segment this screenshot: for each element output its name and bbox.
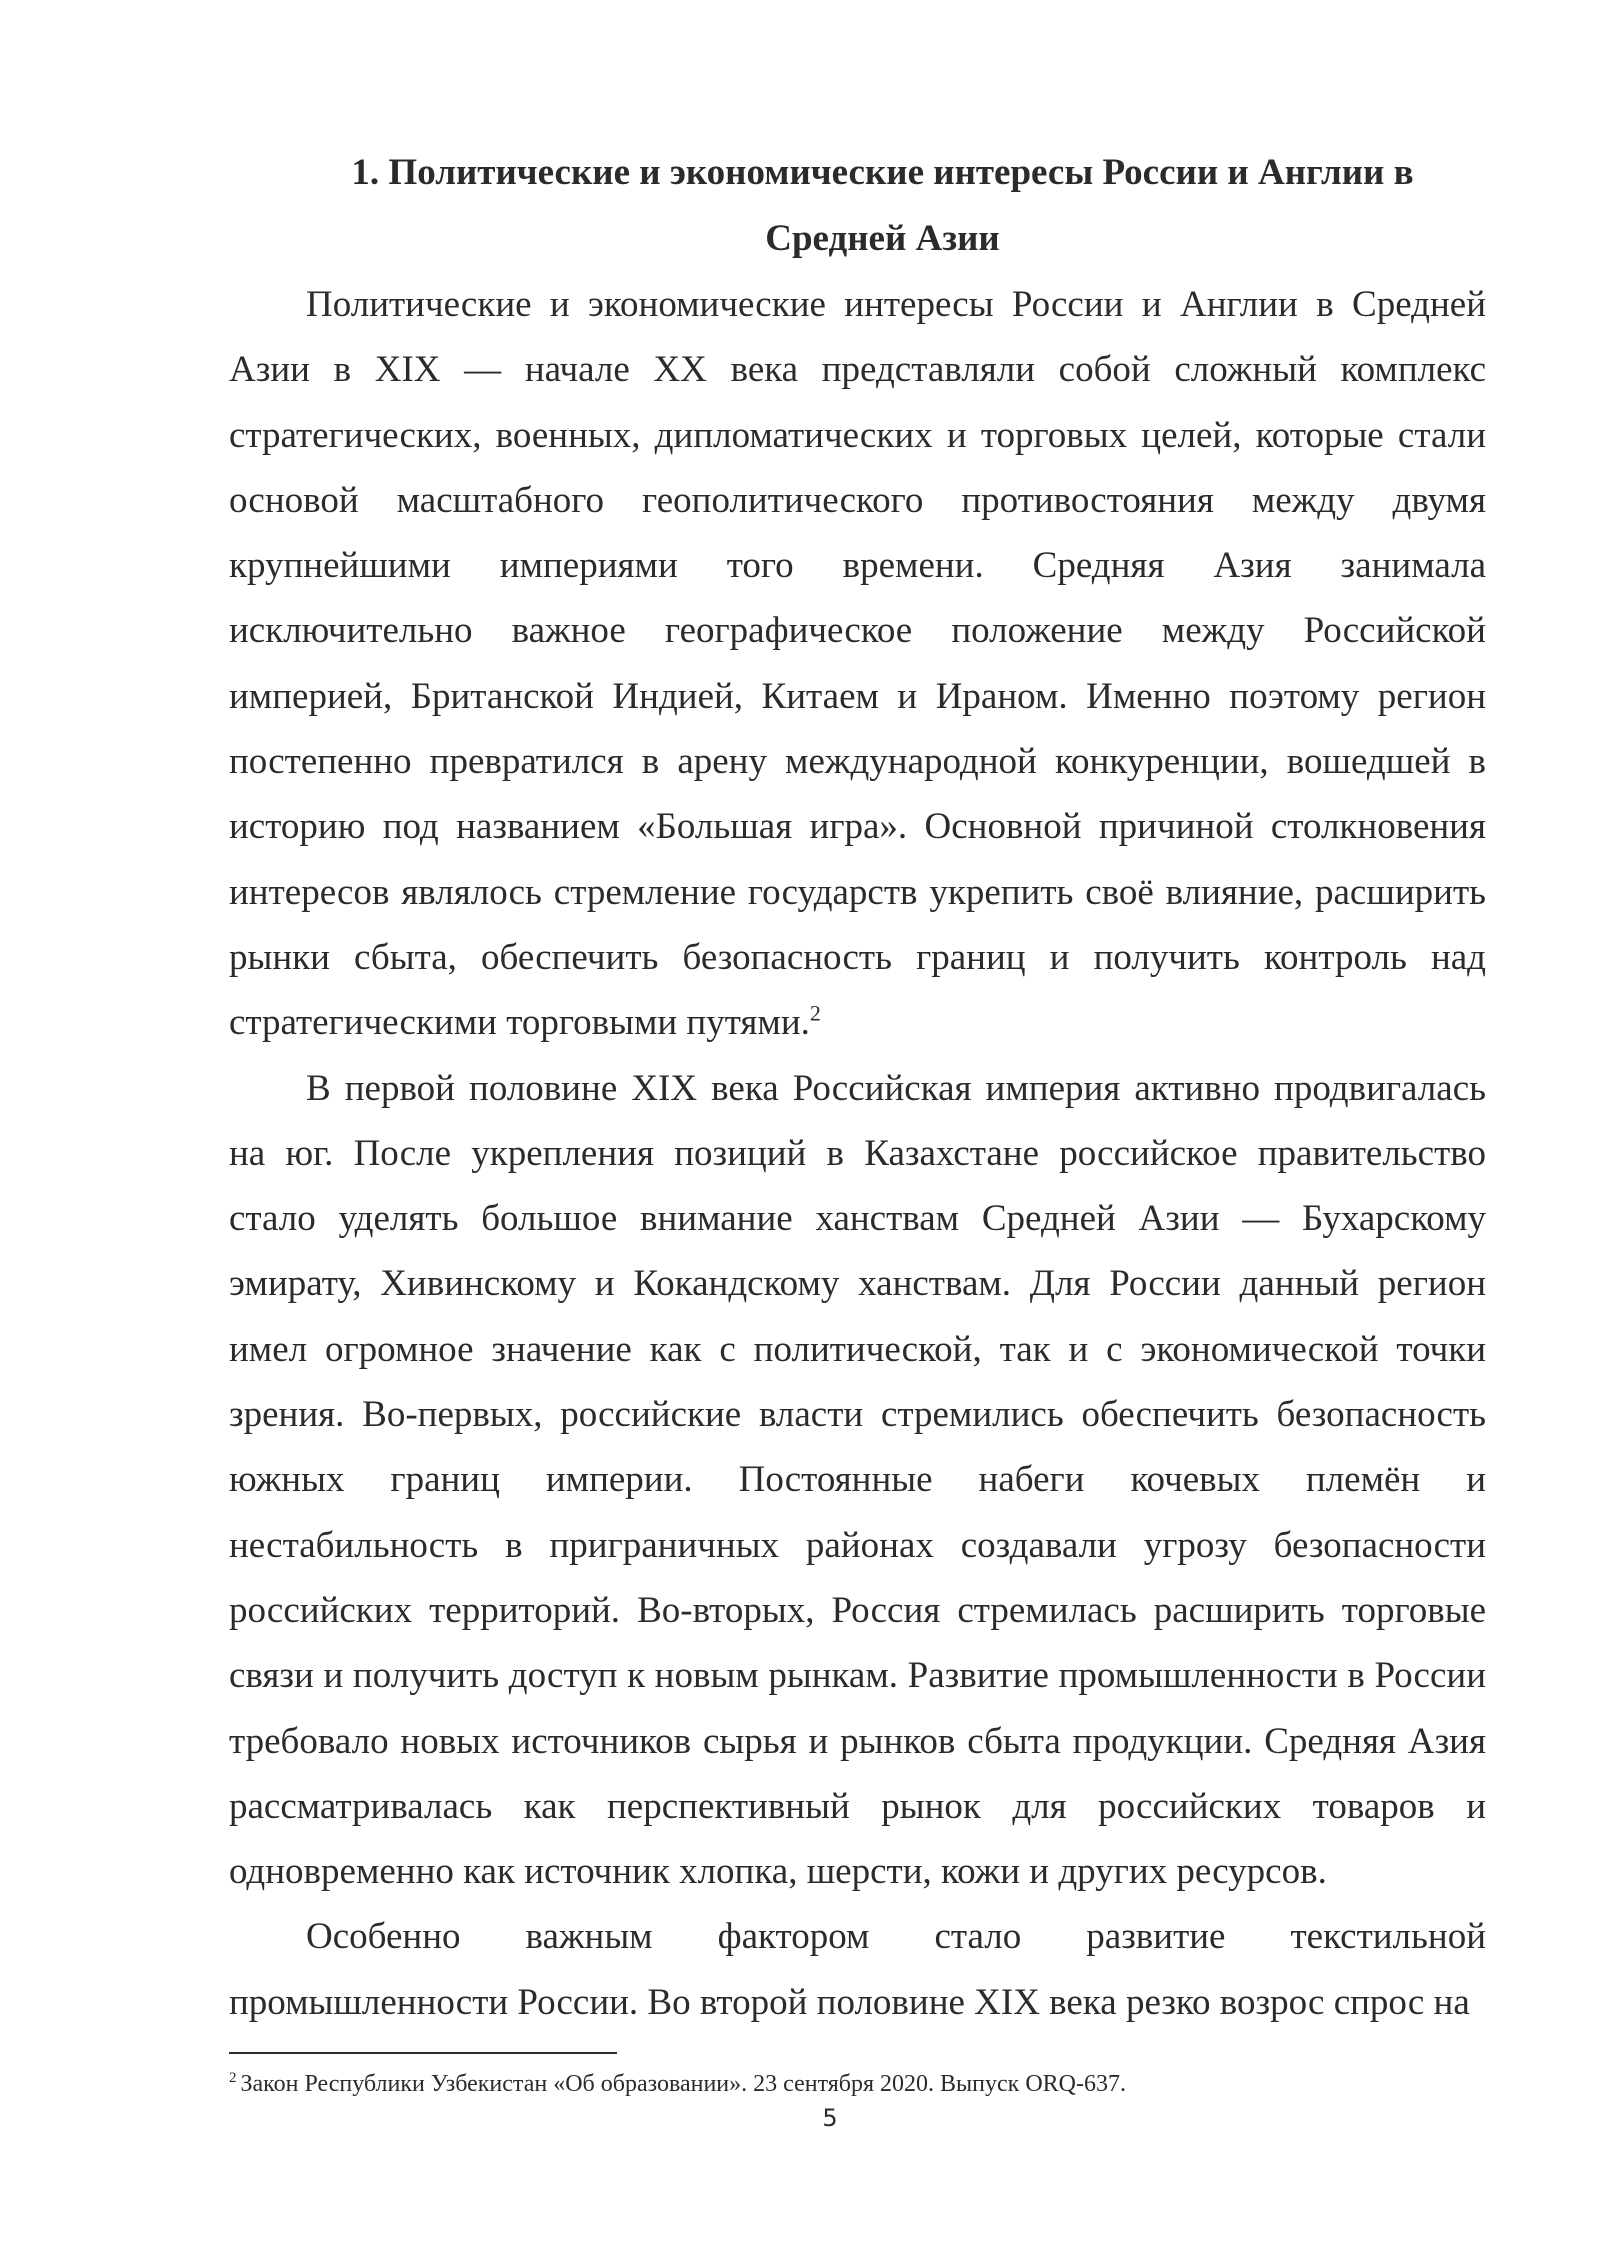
footnote-number: 2	[229, 2070, 237, 2086]
page-number: 5	[822, 2104, 838, 2132]
paragraph-1-text: Политические и экономические интересы России и Англии в Средней Азии в XIX — начале XX века представляли собой сложный комплекс стратегических, военных, дипломатических и торговых целей, которые стали основой масштабного геополитического противостояния между двумя крупнейшими империями того времени. Средняя Азия занимала исключительно важное географическое положение между Российской империей, Британской Индией, Китаем и Ираном. Именно поэтому регион постепенно превратился в арену международной конкуренции, вошедшей в историю под названием «Большая игра». Основной причиной столкновения интересов являлось стремление государств укрепить своё влияние, расширить рынки сбыта, обеспечить безопасность границ и получить контроль над стратегическими торговыми путями.	[229, 284, 1486, 1044]
section-title: 1. Политические и экономические интересы России и Англии в Средней Азии	[351, 152, 1414, 259]
paragraph-2-text: В первой половине XIX века Российская империя активно продвигалась на юг. После укрепления позиций в Казахстане российское правительство стало уделять большое внимание ханствам Средней Азии — Бухарскому эмирату, Хивинскому и Кокандскому ханствам. Для России данный регион имел огромное значение как с политической, так и с экономической точки зрения. Во-первых, российские власти стремились обеспечить безопасность южных границ империи. Постоянные набеги кочевых племён и нестабильность в приграничных районах создавали угрозу безопасности российских территорий. Во-вторых, Россия стремилась расширить торговые связи и получить доступ к новым рынкам. Развитие промышленности в России требовало новых источников сырья и рынков сбыта продукции. Средняя Азия рассматривалась как перспективный рынок для российских товаров и одновременно как источник хлопка, шерсти, кожи и других ресурсов.	[229, 1067, 1486, 1893]
footnote	[229, 2068, 1126, 2100]
paragraph-3	[229, 1904, 1486, 2035]
paragraph-2	[229, 1056, 1486, 1905]
footnote-text: Закон Республики Узбекистан «Об образовании». 23 сентября 2020. Выпуск ORQ-637.	[240, 2071, 1127, 2097]
paragraph-1	[229, 272, 1486, 1056]
footnote-separator	[229, 2052, 617, 2054]
page-body	[229, 140, 1486, 2035]
paragraph-3-text: Особенно важным фактором стало развитие текстильной промышленности России. Во второй половине XIX века резко возрос спрос на	[229, 1916, 1486, 2023]
footnote-reference[interactable]: 2	[809, 1000, 821, 1026]
